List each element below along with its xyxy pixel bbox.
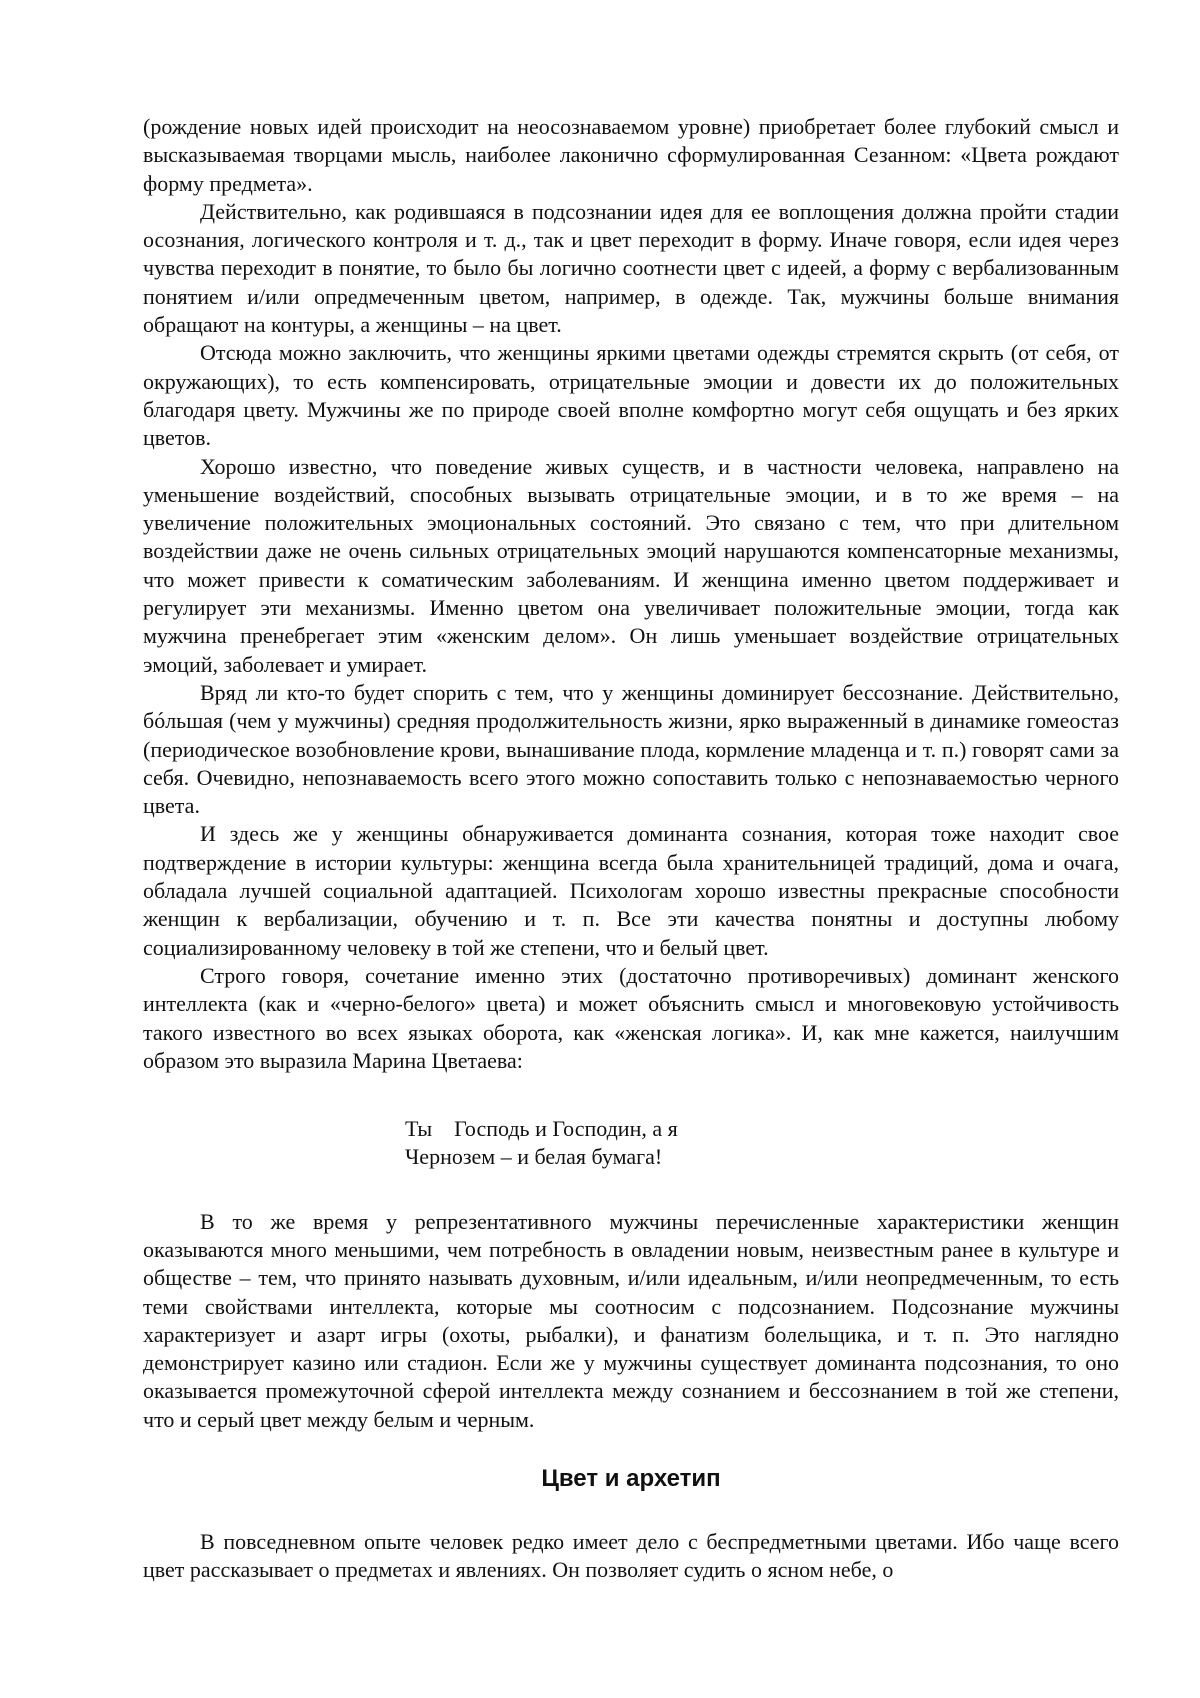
paragraph: Хорошо известно, что поведение живых существ, и в частности человека, направлено на уменьшение воздействий, способных вызывать отрицательные эмоции, и в то же время – на увеличение положительных эмоциональных состояний. Это связано с тем, что при длительном воздействии даже не очень сильных отрицательных эмоций нарушаются компенсаторные механизмы, что может привести к соматическим заболеваниям. И женщина именно цветом поддерживает и регулирует эти механизмы. Именно цветом она увеличивает положительные эмоции, тогда как мужчина пренебрегает этим «женским делом». Он лишь уменьшает воздействие отрицательных эмоций, заболевает и умирает.	[143, 453, 1119, 677]
paragraph: Действительно, как родившаяся в подсознании идея для ее воплощения должна пройти стадии осознания, логического контроля и т. д., так и цвет переходит в форму. Иначе говоря, если идея через чувства переходит в понятие, то было бы логично соотнести цвет с идеей, а форму с вербализованным понятием и/или опредмеченным цветом, например, в одежде. Так, мужчины больше внимания обращают на контуры, а женщины – на цвет.	[143, 198, 1119, 338]
poem-quote	[405, 1115, 1119, 1172]
paragraph: Строго говоря, сочетание именно этих (достаточно противоречивых) доминант женского интеллекта (как и «черно-белого» цвета) и может объяснить смысл и многовековую устойчивость такого известного во всех языках оборота, как «женская логика». И, как мне кажется, наилучшим образом это выразила Марина Цветаева:	[143, 962, 1119, 1073]
paragraph: И здесь же у женщины обнаруживается доминанта сознания, которая тоже находит свое подтверждение в истории культуры: женщина всегда была хранительницей традиций, дома и очага, обладала лучшей социальной адаптацией. Психологам хорошо известны прекрасные способности женщин к вербализации, обучению и т. п. Все эти качества понятны и доступны любому социализированному человеку в той же степени, что и белый цвет.	[143, 821, 1119, 960]
document-body	[143, 113, 1119, 1585]
paragraph: Вряд ли кто-то будет спорить с тем, что у женщины доминирует бессознание. Действительно, бóльшая (чем у мужчины) средняя продолжительность жизни, ярко выраженный в динамике гомеостаз (периодическое возобновление крови, вынашивание плода, кормление младенца и т. п.) говорят сами за себя. Очевидно, непознаваемость всего этого можно сопоставить только с непознаваемостью черного цвета.	[143, 679, 1119, 819]
paragraph: (рождение новых идей происходит на неосознаваемом уровне) приобретает более глубокий смысл и высказываемая творцами мысль, наиболее лаконично сформулированная Сезанном: «Цвета рождают форму предмета».	[143, 114, 1119, 196]
section-heading: Цвет и архетип	[541, 1465, 721, 1493]
paragraph: В то же время у репрезентативного мужчины перечисленные характеристики женщин оказываются много меньшими, чем потребность в овладении новым, неизвестным ранее в культуре и обществе – тем, что принято называть духовным, и/или идеальным, и/или неопредмеченным, то есть теми свойствами интеллекта, которые мы соотносим с подсознанием. Подсознание мужчины характеризует и азарт игры (охоты, рыбалки), и фанатизм болельщика, и т. п. Это наглядно демонстрирует казино или стадион. Если же у мужчины существует доминанта подсознания, то оно оказывается промежуточной сферой интеллекта между сознанием и бессознанием в той же степени, что и серый цвет между белым и черным.	[143, 1208, 1119, 1432]
paragraph: В повседневном опыте человек редко имеет дело с беспредметными цветами. Ибо чаще всего цвет рассказывает о предметах и явлениях. Он позволяет судить о ясном небе, о	[143, 1529, 1119, 1583]
paragraph: Отсюда можно заключить, что женщины яркими цветами одежды стремятся скрыть (от себя, от окружающих), то есть компенсировать, отрицательные эмоции и довести их до положительных благодаря цвету. Мужчины же по природе своей вполне комфортно могут себя ощущать и без ярких цветов.	[143, 340, 1119, 451]
poem-line: Чернозем – и белая бумага!	[405, 1144, 663, 1170]
poem-line: Ты Господь и Господин, а я	[405, 1116, 678, 1142]
spacer	[143, 1172, 1119, 1208]
